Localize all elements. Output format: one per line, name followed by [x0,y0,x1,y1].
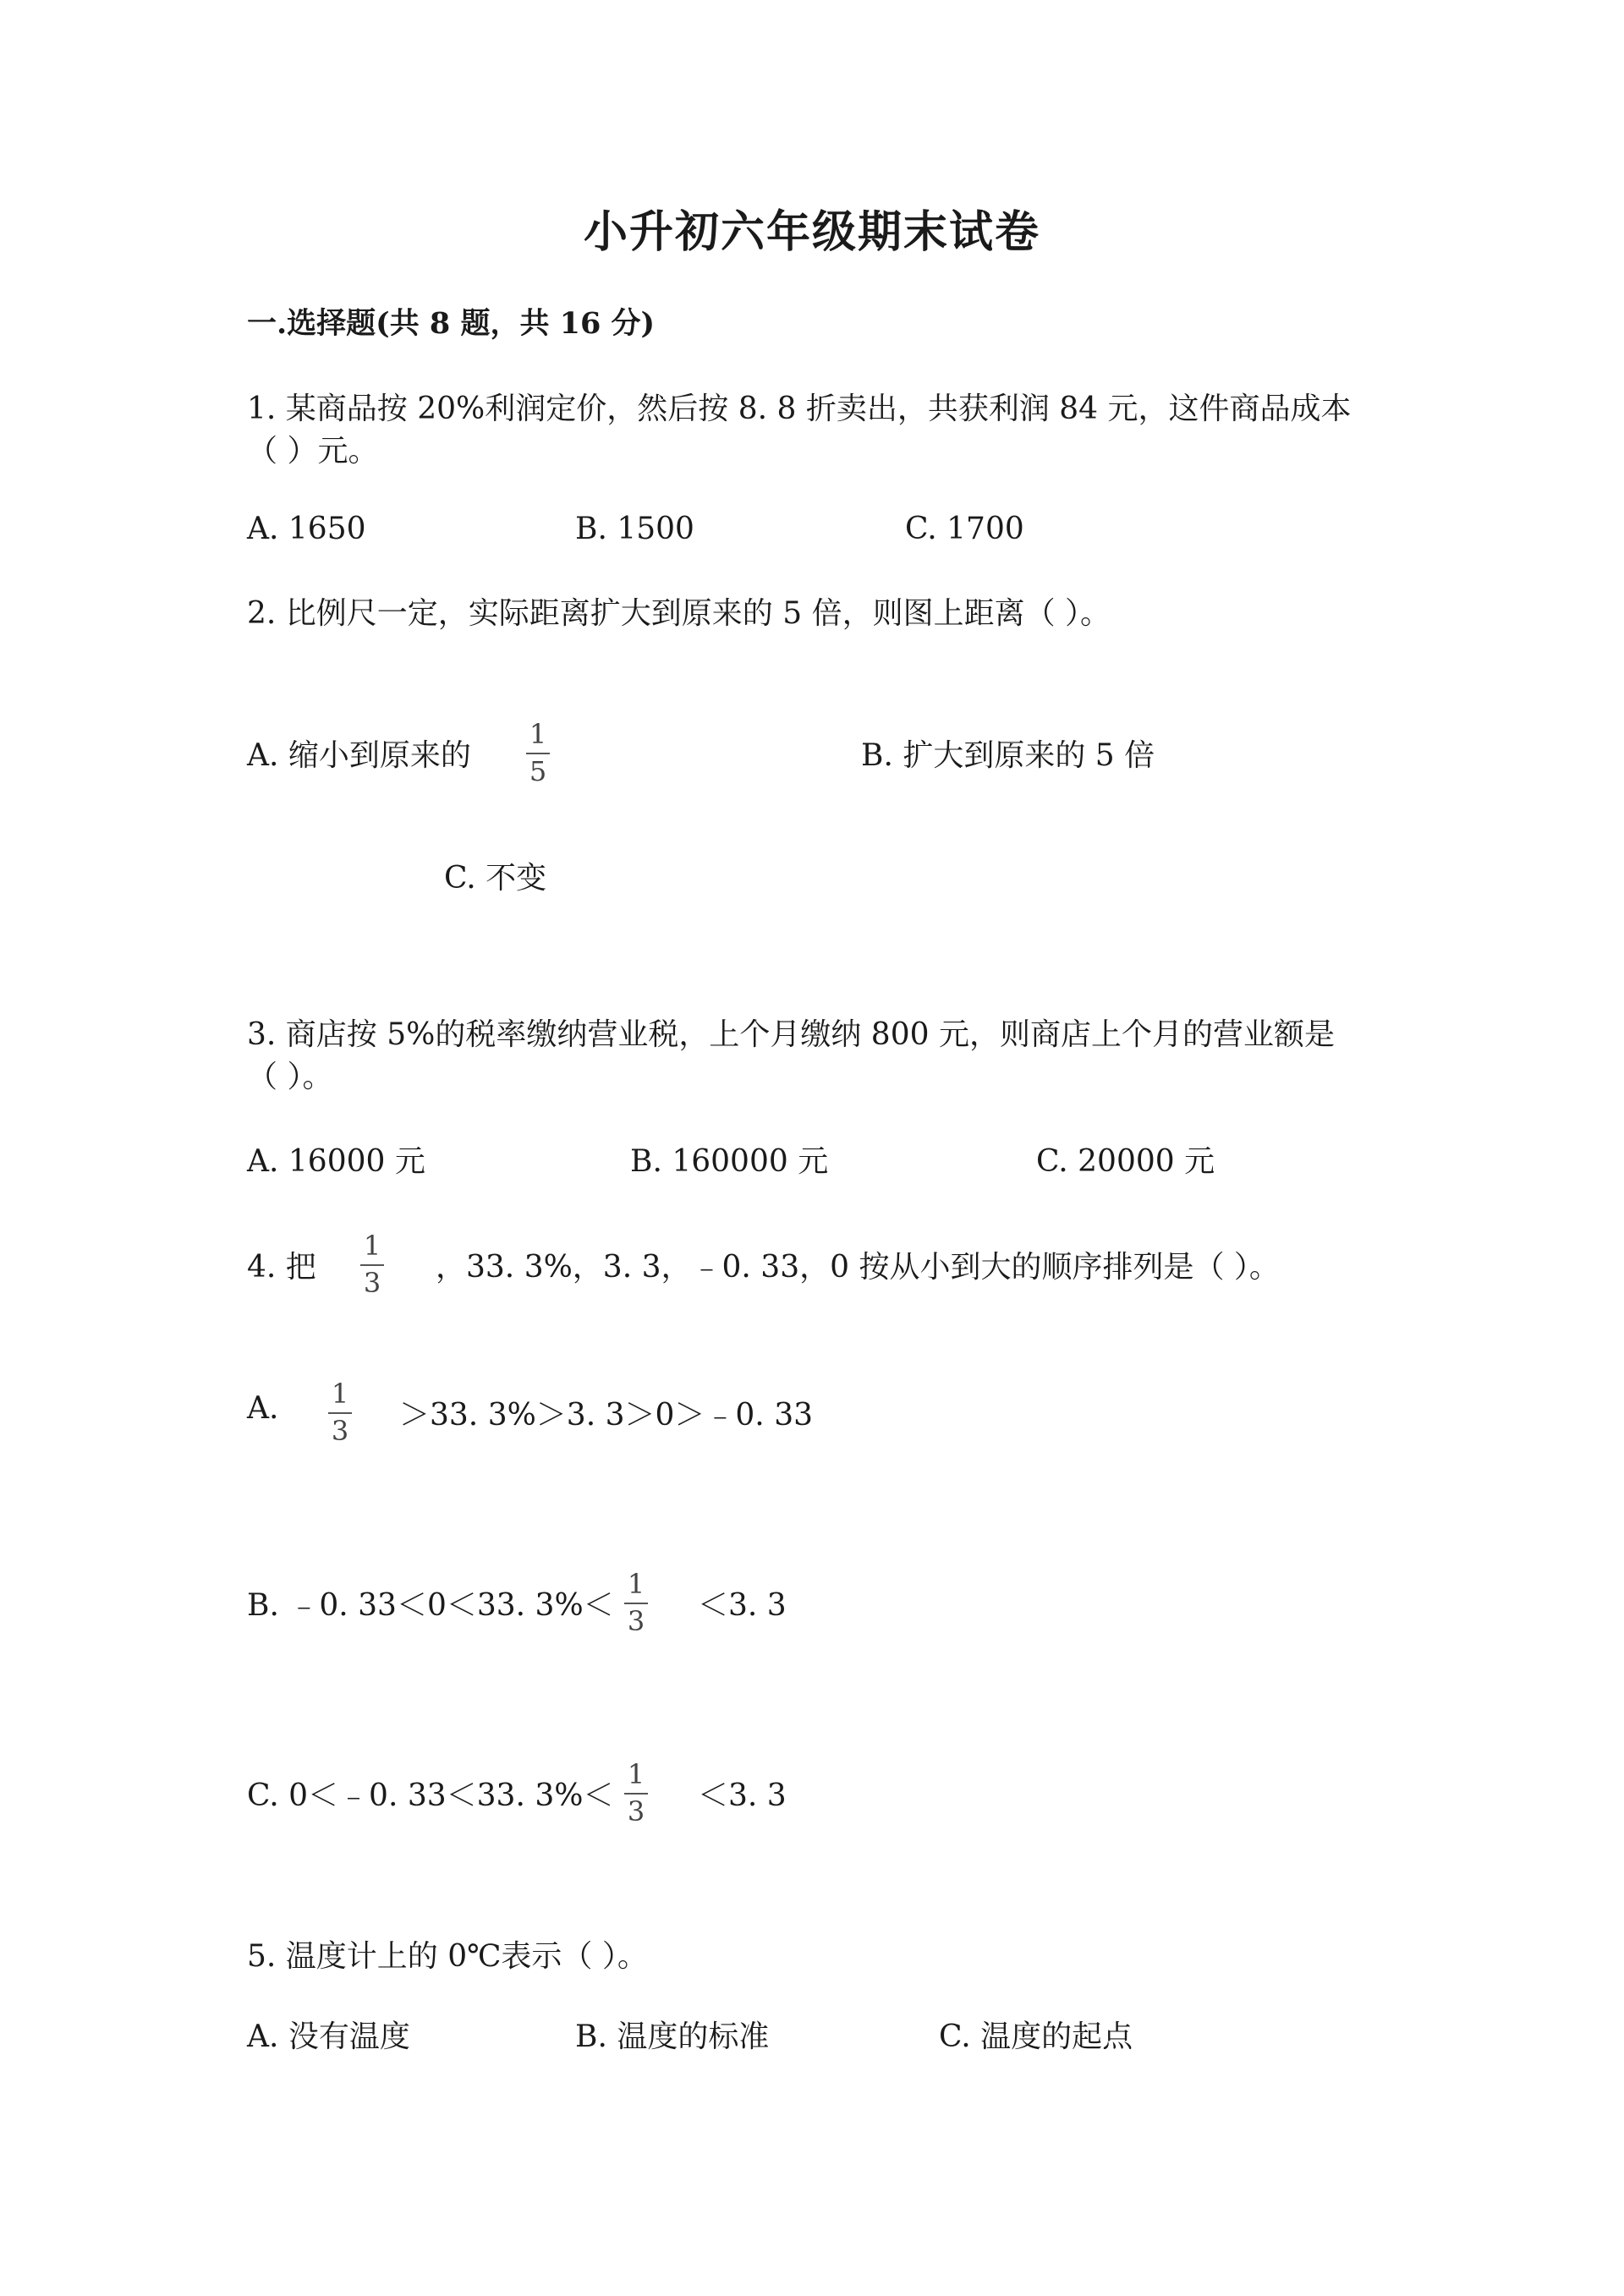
question-1-line-1: 1. 某商品按 20%利润定价，然后按 8. 8 折卖出，共获利润 84 元，这件商品成本 [247,392,1352,426]
fraction-denominator: 3 [363,1267,381,1299]
question-4-option-c-fraction [624,1758,648,1827]
question-4-option-b-fraction [624,1570,648,1635]
section-heading: 一.选择题(共 8 题，共 16 分) [247,306,656,341]
fraction-numerator: 1 [627,1568,645,1600]
fraction-denominator: 3 [627,1605,645,1637]
question-3-option-a[interactable]: A. 16000 元 [247,1144,425,1179]
fraction-denominator: 3 [627,1795,645,1827]
question-3-option-b[interactable]: B. 160000 元 [630,1144,829,1179]
question-5-option-b[interactable]: B. 温度的标准 [575,2019,770,2054]
fraction-bar [526,753,550,754]
question-4-option-b-rest: ＜3. 3 [698,1588,787,1623]
question-4-suffix: ，33. 3%，3. 3，﹣0. 33，0 按从小到大的顺序排列是（ ）。 [436,1250,1280,1285]
fraction-bar [624,1793,648,1795]
question-3-line-2: （ ）。 [247,1060,333,1094]
question-4-option-a-rest: ＞33. 3%＞3. 3＞0＞﹣0. 33 [399,1398,814,1433]
fraction-bar [328,1412,352,1414]
question-2-line-1: 2. 比例尺一定，实际距离扩大到原来的 5 倍，则图上距离（ ）。 [247,596,1111,631]
question-4-option-c-prefix[interactable]: C. 0＜﹣0. 33＜33. 3%＜ [247,1778,614,1813]
question-4-option-b-prefix[interactable]: B. ﹣0. 33＜0＜33. 3%＜ [247,1588,614,1623]
question-1-option-b[interactable]: B. 1500 [575,512,694,546]
question-3-option-c[interactable]: C. 20000 元 [1036,1144,1215,1179]
question-1-line-2: （ ）元。 [247,434,379,469]
fraction-bar [624,1603,648,1604]
fraction-numerator: 1 [529,718,547,750]
question-3-line-1: 3. 商店按 5%的税率缴纳营业税，上个月缴纳 800 元，则商店上个月的营业额是 [247,1017,1335,1052]
question-5-option-c[interactable]: C. 温度的起点 [939,2019,1133,2054]
page-title: 小升初六年级期末试卷 [583,206,1040,258]
question-4-option-a-fraction [328,1378,352,1447]
question-5-option-a[interactable]: A. 没有温度 [247,2019,410,2054]
question-2-option-b[interactable]: B. 扩大到原来的 5 倍 [861,738,1155,773]
question-5-line-1: 5. 温度计上的 0℃表示（ ）。 [247,1939,648,1974]
question-4-option-a-prefix[interactable]: A. [247,1391,279,1426]
question-4-option-c-rest: ＜3. 3 [698,1778,787,1813]
question-4-prefix: 4. 把 [247,1250,316,1285]
question-1-option-c[interactable]: C. 1700 [905,512,1024,546]
question-2-option-a-fraction [526,718,550,787]
question-2-option-c[interactable]: C. 不变 [444,861,547,896]
fraction-bar [360,1264,384,1266]
question-1-option-a[interactable]: A. 1650 [247,512,366,546]
fraction-numerator: 1 [363,1230,381,1262]
fraction-numerator: 1 [331,1378,349,1410]
fraction-numerator: 1 [627,1758,645,1790]
fraction-denominator: 5 [529,755,547,787]
question-4-fraction [360,1230,384,1299]
fraction-denominator: 3 [331,1415,349,1447]
question-2-option-a[interactable]: A. 缩小到原来的 [247,738,471,773]
